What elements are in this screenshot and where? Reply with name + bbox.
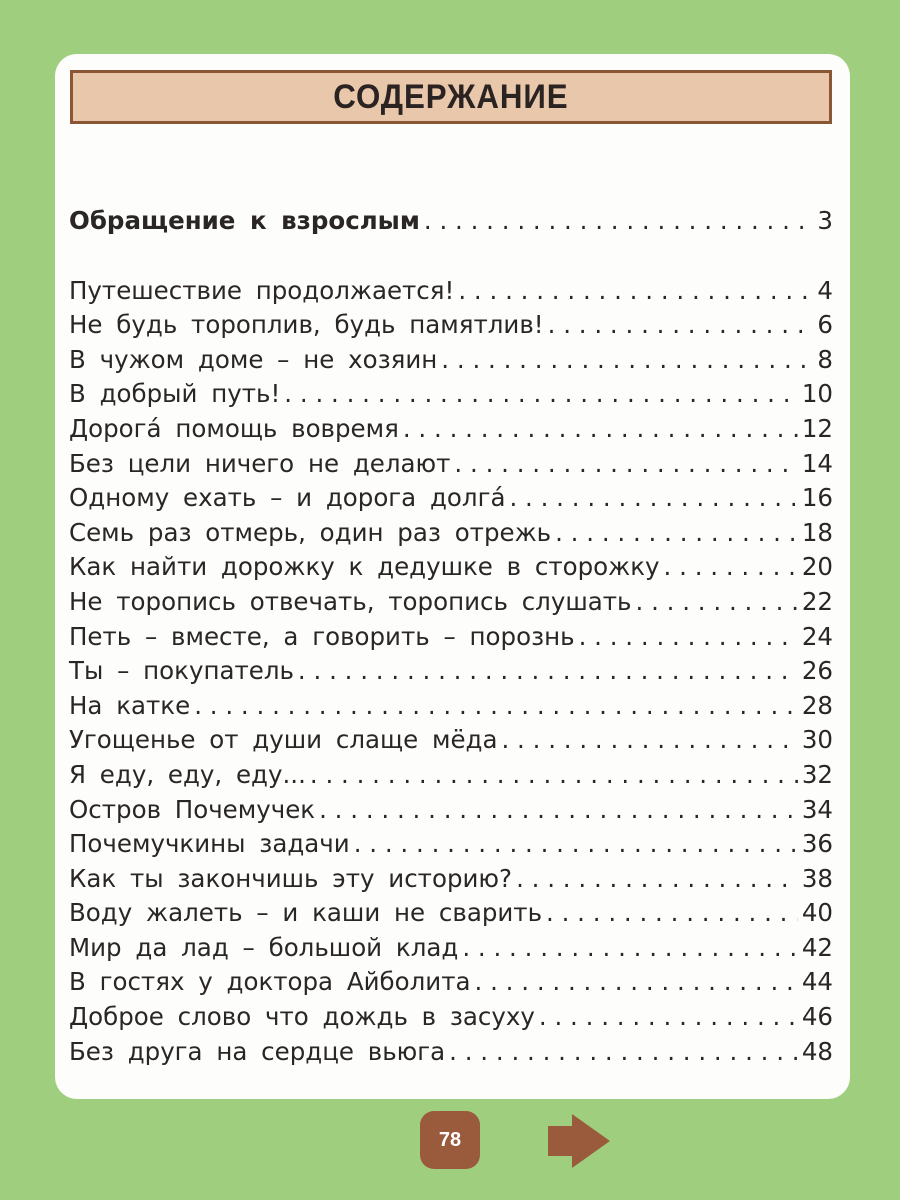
dot-leader (454, 447, 797, 482)
toc-entry-page: 6 (817, 310, 833, 340)
title-banner (70, 70, 832, 124)
dot-leader (441, 343, 813, 378)
toc-entry-page: 8 (817, 344, 833, 374)
toc-entry-title: Воду жалеть – и каши не сварить (69, 898, 543, 928)
toc-entry-page: 18 (801, 517, 833, 547)
dot-leader (548, 308, 814, 343)
toc-entry-title: Не торопись отвечать, торопись слушать (69, 586, 632, 616)
dot-leader (555, 516, 798, 551)
page-title: СОДЕРЖАНИЕ (333, 77, 569, 116)
dot-leader (298, 654, 798, 689)
dot-leader (636, 585, 798, 620)
toc-entry[interactable] (69, 204, 833, 239)
toc-entry-title: Доброе слово что дождь в засуху (69, 1002, 535, 1032)
toc-entry-title: Как ты закончишь эту историю? (69, 863, 513, 893)
toc-entry-page: 46 (801, 1002, 833, 1032)
dot-leader (354, 827, 798, 862)
dot-leader (501, 723, 797, 758)
toc-entry-title: Без друга на сердце вьюга (69, 1036, 446, 1066)
toc-entry[interactable] (69, 896, 833, 931)
toc-entry[interactable] (69, 274, 833, 309)
toc-entry[interactable] (69, 862, 833, 897)
dot-leader (449, 1035, 798, 1070)
toc-entry-page: 20 (801, 552, 833, 582)
toc-entry[interactable] (69, 654, 833, 689)
toc-entry[interactable] (69, 481, 833, 516)
toc-entry-title: Без цели ничего не делают (69, 448, 451, 478)
toc-entry-page: 38 (801, 863, 833, 893)
toc-entry[interactable] (69, 793, 833, 828)
toc-entry-title: В гостях у доктора Айболита (69, 967, 471, 997)
dot-leader (539, 1000, 798, 1035)
dot-leader (475, 965, 798, 1000)
toc-entry-page: 40 (801, 898, 833, 928)
toc-entry-page: 16 (801, 483, 833, 513)
toc-entry[interactable] (69, 412, 833, 447)
toc-entry[interactable] (69, 758, 833, 793)
dot-leader (458, 274, 813, 309)
toc-entry-page: 10 (801, 379, 833, 409)
dot-leader (509, 481, 797, 516)
toc-entry-page: 32 (801, 759, 833, 789)
toc-entry-title: Не будь тороплив, будь памятлив! (69, 310, 544, 340)
toc-entry[interactable] (69, 827, 833, 862)
toc-entry-page: 26 (801, 656, 833, 686)
toc-entry[interactable] (69, 377, 833, 412)
toc-entry-page: 28 (801, 690, 833, 720)
dot-leader (664, 550, 798, 585)
dot-leader (579, 620, 798, 655)
toc-entry[interactable] (69, 585, 833, 620)
toc-entry-page: 42 (801, 932, 833, 962)
dot-leader (403, 412, 798, 447)
table-of-contents (69, 204, 833, 1069)
toc-entry[interactable] (69, 550, 833, 585)
toc-entry-page: 22 (801, 586, 833, 616)
toc-entry-title: Дорога́ помощь вовремя (69, 413, 399, 443)
toc-entry-title: Я еду, еду, еду... (69, 759, 306, 789)
toc-entry[interactable] (69, 1000, 833, 1035)
toc-entry-title: Почемучкины задачи (69, 829, 350, 859)
toc-entry-title: Ты – покупатель (69, 656, 294, 686)
toc-entry-page: 3 (817, 206, 833, 235)
toc-entry[interactable] (69, 689, 833, 724)
toc-entry[interactable] (69, 1035, 833, 1070)
toc-entry-title: Обращение к взрослым (69, 206, 420, 235)
dot-leader (516, 862, 798, 897)
toc-entry-page: 44 (801, 967, 833, 997)
toc-entry-page: 30 (801, 725, 833, 755)
dot-leader (310, 758, 798, 793)
dot-leader (462, 931, 798, 966)
toc-entry-page: 12 (801, 413, 833, 443)
toc-entry-title: Как найти дорожку к дедушке в сторожку (69, 552, 660, 582)
page-number-badge: 78 (420, 1111, 480, 1169)
toc-entry-title: Мир да лад – большой клад (69, 932, 459, 962)
toc-entry-page: 4 (817, 275, 833, 305)
toc-entry-title: В добрый путь! (69, 379, 281, 409)
toc-entry-page: 24 (801, 621, 833, 651)
toc-entry[interactable] (69, 447, 833, 482)
toc-entry[interactable] (69, 620, 833, 655)
toc-entry[interactable] (69, 516, 833, 551)
toc-entry-title: Петь – вместе, а говорить – порознь (69, 621, 575, 651)
toc-entry-title: На катке (69, 690, 191, 720)
toc-entry-page: 34 (801, 794, 833, 824)
dot-leader (194, 689, 798, 724)
toc-entry-title: Остров Почемучек (69, 794, 316, 824)
toc-entry-title: Одному ехать – и дорога долга́ (69, 483, 506, 513)
toc-entry[interactable] (69, 308, 833, 343)
toc-entry[interactable] (69, 931, 833, 966)
toc-entry-title: Семь раз отмерь, один раз отрежь (69, 517, 552, 547)
toc-entry-title: Путешествие продолжается! (69, 275, 455, 305)
toc-entry[interactable] (69, 343, 833, 378)
toc-entry-title: Угощенье от души слаще мёда (69, 725, 498, 755)
dot-leader (319, 793, 798, 828)
dot-leader (424, 204, 814, 239)
toc-entry-page: 36 (801, 829, 833, 859)
dot-leader (546, 896, 798, 931)
toc-entry[interactable] (69, 965, 833, 1000)
toc-entry-page: 48 (801, 1036, 833, 1066)
toc-entry[interactable] (69, 723, 833, 758)
contents-panel (55, 54, 850, 1099)
dot-leader (284, 377, 798, 412)
toc-entry-page: 14 (801, 448, 833, 478)
next-page-arrow-icon[interactable] (548, 1114, 612, 1168)
toc-entry-title: В чужом доме – не хозяин (69, 344, 438, 374)
